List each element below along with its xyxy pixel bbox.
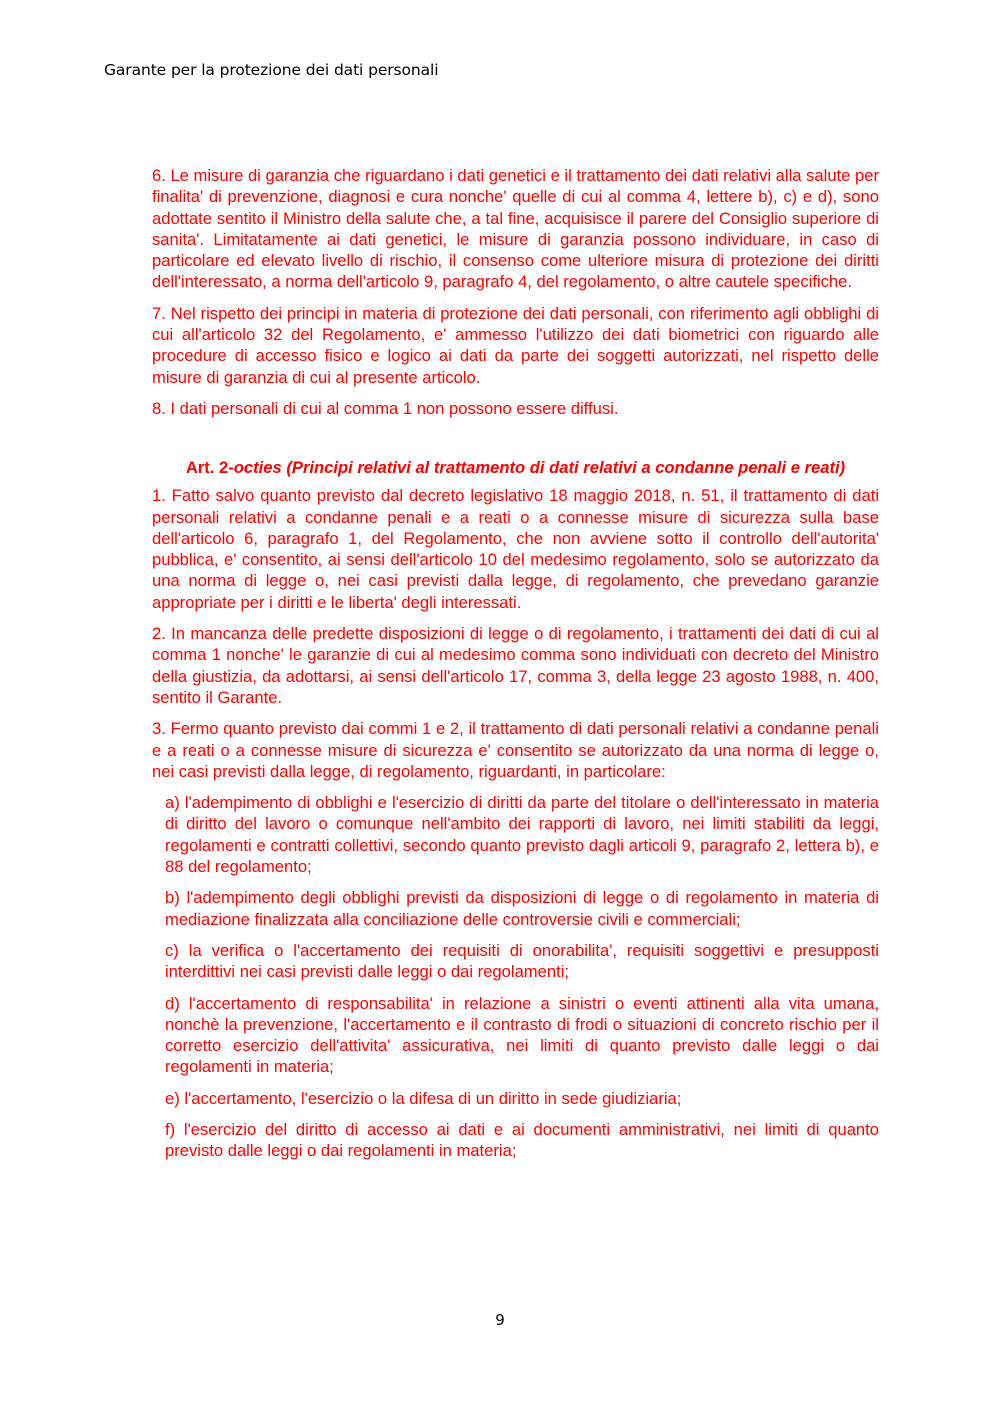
list-item-f: f) l'esercizio del diritto di accesso ai dati e ai documenti amministrativi, nei limiti di quanto previsto dalle leggi o dai regolamenti in materia; — [165, 1119, 879, 1161]
page-number: 9 — [495, 1311, 505, 1329]
list-item-c: c) la verifica o l'accertamento dei requisiti di onorabilita', requisiti soggettivi e presupposti interdittivi nei casi previsti dalle leggi o dai regolamenti; — [165, 940, 879, 982]
article-title — [152, 457, 879, 479]
paragraph-8: 8. I dati personali di cui al comma 1 non possono essere diffusi. — [152, 398, 619, 418]
list-item-b: b) l'adempimento degli obblighi previsti da disposizioni di legge o di regolamento in materia di mediazione finalizzata alla conciliazione delle controversie civili e commerciali; — [165, 888, 879, 929]
list-item-a: a) l'adempimento di obblighi e l'esercizio di diritti da parte del titolare o dell'interessato in materia di diritto del lavoro o comunque nell'ambito dei rapporti di lavoro, nei limiti stabiliti da leggi, regolamenti e contratti collettivi, secondo quanto previsto dagli articoli 9, paragrafo 2, lettera b), e 88 del regolamento; — [165, 793, 879, 877]
article-paragraph-2: 2. In mancanza delle predette disposizioni di legge o di regolamento, i trattamenti dei dati di cui al comma 1 nonche' le garanzie di cui al medesimo comma sono individuati con decreto del Ministro della giustizia, da adottarsi, ai sensi dell'articolo 17, comma 3, della legge 23 agosto 1988, n. 400, sentito il Garante. — [152, 624, 879, 707]
article-paragraph-3: 3. Fermo quanto previsto dai commi 1 e 2, il trattamento di dati personali relativi a condanne penali e a reati o a connesse misure di sicurezza e' consentito se autorizzato da una norma di legge o, nei casi previsti dalla legge, di regolamento, riguardanti, in particolare: — [152, 719, 879, 781]
article-title-rest: octies (Principi relativi al trattamento di dati relativi a condanne penali e reati) — [233, 458, 846, 478]
document-body — [152, 165, 879, 1172]
page-header: Garante per la protezione dei dati personali — [104, 61, 439, 79]
paragraph-6: 6. Le misure di garanzia che riguardano i dati genetici e il trattamento dei dati relativi alla salute per finalita' di prevenzione, diagnosi e cura nonche' quelle di cui al comma 4, lettere b), c) e d), sono adottate sentito il Ministro della salute che, a tal fine, acquisisce il parere del Consiglio superiore di sanita'. Limitatamente ai dati genetici, le misure di garanzia possono individuare, in caso di particolare ed elevato livello di rischio, il consenso come ulteriore misura di protezione dei diritti dell'interessato, a norma dell'articolo 9, paragrafo 4, del regolamento, o altre cautele specifiche. — [152, 166, 879, 292]
list-item-d: d) l'accertamento di responsabilita' in relazione a sinistri o eventi attinenti alla vita umana, nonchè la prevenzione, l'accertamento e il contrasto di frodi o situazioni di concreto rischio per il corretto esercizio dell'attivita' assicurativa, nei limiti di quanto previsto dalle leggi o dai regolamenti in materia; — [165, 993, 879, 1077]
paragraph-7: 7. Nel rispetto dei principi in materia di protezione dei dati personali, con riferimento agli obblighi di cui all'articolo 32 del Regolamento, e' ammesso l'utilizzo dei dati biometrici con riguardo alle procedure di accesso fisico e logico ai dati da parte dei soggetti autorizzati, nel rispetto delle misure di garanzia di cui al presente articolo. — [152, 303, 879, 387]
list-item-e: e) l'accertamento, l'esercizio o la difesa di un diritto in sede giudiziaria; — [165, 1088, 682, 1108]
article-title-prefix: Art. 2- — [185, 458, 234, 478]
article-paragraph-1: 1. Fatto salvo quanto previsto dal decreto legislativo 18 maggio 2018, n. 51, il trattamento di dati personali relativi a condanne penali e a reati o a connesse misure di sicurezza sulla base dell'articolo 6, paragrafo 1, del Regolamento, che non avviene sotto il controllo dell'autorita' pubblica, e' consentito, ai sensi dell'articolo 10 del medesimo regolamento, solo se autorizzato da una norma di legge o, nei casi previsti dalla legge, di regolamento, che prevedano garanzie appropriate per i diritti e le liberta' degli interessati. — [152, 486, 879, 612]
